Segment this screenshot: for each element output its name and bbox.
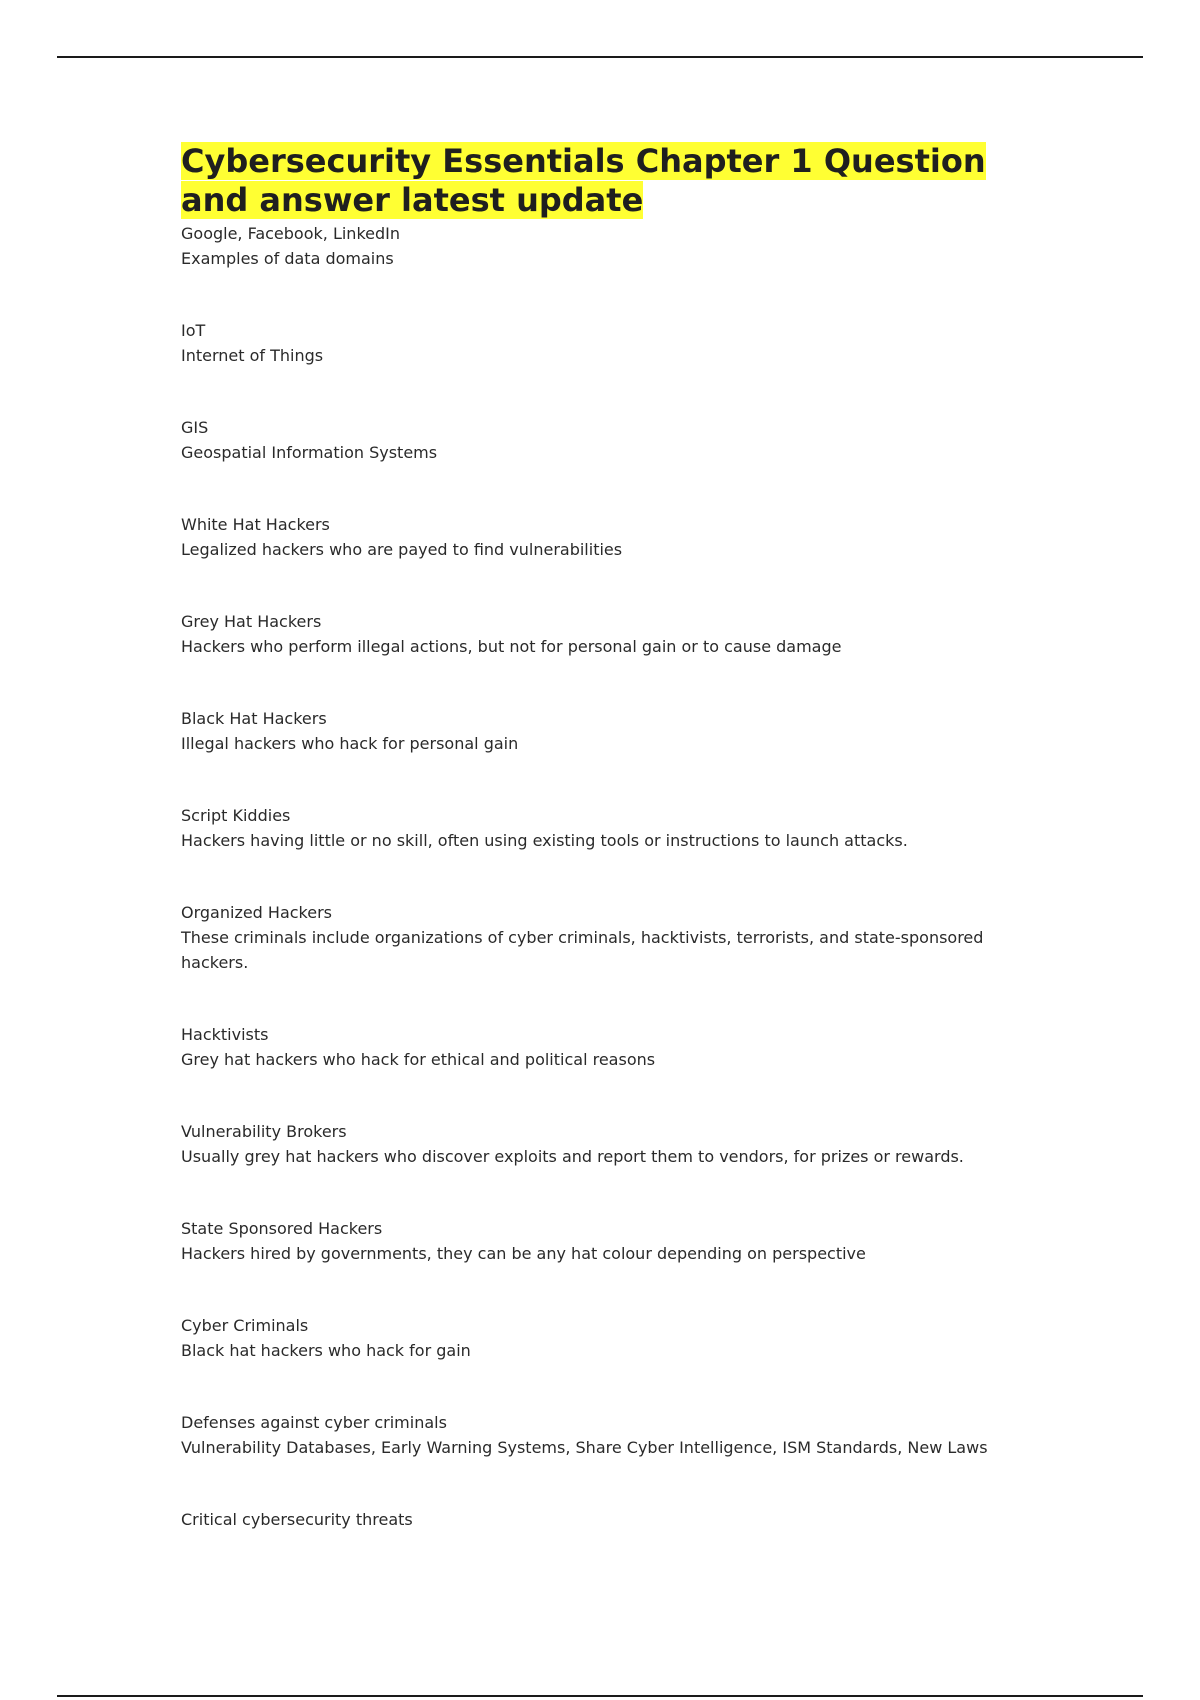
qa-definition: Hackers who perform illegal actions, but not for personal gain or to cause damage bbox=[181, 637, 842, 656]
qa-item bbox=[181, 221, 1021, 271]
qa-item bbox=[181, 609, 1021, 659]
qa-item bbox=[181, 900, 1021, 975]
qa-item bbox=[181, 803, 1021, 853]
qa-definition: Hackers hired by governments, they can be any hat colour depending on perspective bbox=[181, 1244, 866, 1263]
qa-definition: Geospatial Information Systems bbox=[181, 443, 438, 462]
qa-term: Vulnerability Brokers bbox=[181, 1122, 347, 1141]
page-top-rule bbox=[57, 56, 1143, 58]
qa-term: Cyber Criminals bbox=[181, 1316, 309, 1335]
qa-term: Grey Hat Hackers bbox=[181, 612, 322, 631]
qa-term: IoT bbox=[181, 321, 206, 340]
qa-definition: Usually grey hat hackers who discover exploits and report them to vendors, for prizes or rewards. bbox=[181, 1147, 964, 1166]
qa-definition: Vulnerability Databases, Early Warning Systems, Share Cyber Intelligence, ISM Standards, New Laws bbox=[181, 1438, 988, 1457]
document-title-text: Cybersecurity Essentials Chapter 1 Question and answer latest update bbox=[181, 142, 986, 219]
qa-definition: Illegal hackers who hack for personal gain bbox=[181, 734, 519, 753]
qa-definition: These criminals include organizations of cyber criminals, hacktivists, terrorists, and state-sponsored hackers. bbox=[181, 928, 984, 972]
qa-item bbox=[181, 512, 1021, 562]
qa-definition: Examples of data domains bbox=[181, 249, 394, 268]
qa-item bbox=[181, 318, 1021, 368]
qa-item bbox=[181, 415, 1021, 465]
qa-term: Critical cybersecurity threats bbox=[181, 1510, 413, 1529]
qa-definition: Legalized hackers who are payed to find vulnerabilities bbox=[181, 540, 623, 559]
qa-item bbox=[181, 1410, 1021, 1460]
qa-term: White Hat Hackers bbox=[181, 515, 330, 534]
page-bottom-rule bbox=[57, 1695, 1143, 1697]
qa-item bbox=[181, 1216, 1021, 1266]
qa-definition: Grey hat hackers who hack for ethical and political reasons bbox=[181, 1050, 656, 1069]
qa-definition: Black hat hackers who hack for gain bbox=[181, 1341, 471, 1360]
document-title bbox=[181, 142, 1021, 220]
qa-list bbox=[181, 221, 1021, 1532]
qa-term: Hacktivists bbox=[181, 1025, 269, 1044]
qa-term: Defenses against cyber criminals bbox=[181, 1413, 447, 1432]
qa-definition: Internet of Things bbox=[181, 346, 324, 365]
qa-definition: Hackers having little or no skill, often using existing tools or instructions to launch attacks. bbox=[181, 831, 908, 850]
qa-term: Organized Hackers bbox=[181, 903, 333, 922]
document-body bbox=[181, 142, 1021, 1532]
qa-item bbox=[181, 1022, 1021, 1072]
qa-term: Script Kiddies bbox=[181, 806, 291, 825]
qa-item bbox=[181, 706, 1021, 756]
qa-term: State Sponsored Hackers bbox=[181, 1219, 383, 1238]
qa-term: GIS bbox=[181, 418, 209, 437]
qa-term: Black Hat Hackers bbox=[181, 709, 327, 728]
qa-item bbox=[181, 1507, 1021, 1532]
qa-item bbox=[181, 1119, 1021, 1169]
qa-term: Google, Facebook, LinkedIn bbox=[181, 224, 400, 243]
qa-item bbox=[181, 1313, 1021, 1363]
